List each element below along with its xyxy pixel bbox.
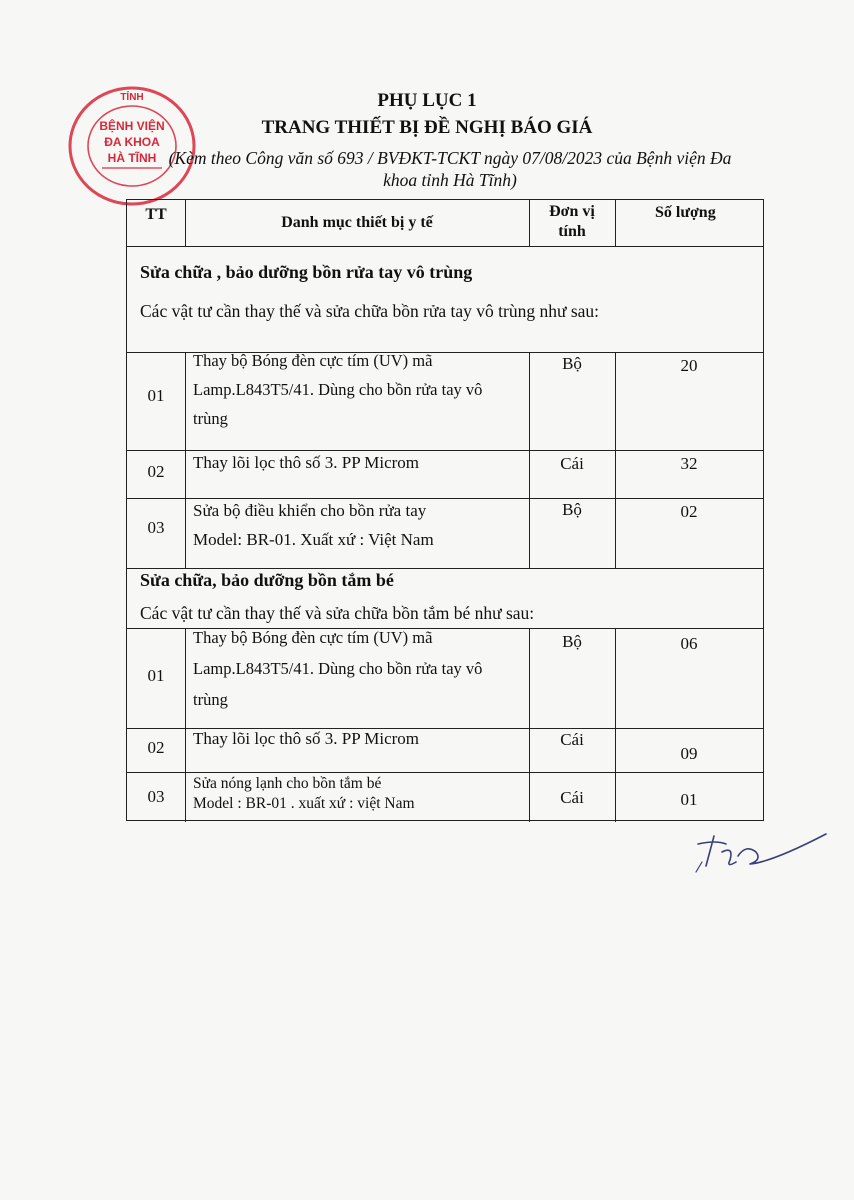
s1-row1-name	[193, 346, 482, 433]
s2-row1-line2: Lamp.L843T5/41. Dùng cho bồn rửa tay vô	[193, 659, 483, 678]
s2-row2-name: Thay lõi lọc thô số 3. PP Microm	[193, 729, 420, 748]
section2-title: Sửa chữa, bảo dưỡng bồn tắm bé	[140, 570, 394, 590]
handwritten-signature	[676, 822, 836, 882]
page-subtitle	[120, 147, 780, 191]
s2-row2-tt: 02	[147, 738, 165, 757]
s2-row3-line1: Sửa nóng lạnh cho bồn tắm bé	[193, 775, 382, 792]
s1-row1-line3: trùng	[193, 409, 228, 428]
s1-row2-name: Thay lõi lọc thô số 3. PP Microm	[193, 453, 420, 472]
s2-row1-line3: trùng	[193, 690, 228, 709]
page-title-line2: TRANG THIẾT BỊ ĐỀ NGHỊ BÁO GIÁ	[261, 117, 593, 138]
s2-row1-qty: 06	[680, 634, 698, 653]
s2-row1-unit: Bộ	[562, 632, 582, 651]
header-unit-line2: tính	[558, 223, 586, 240]
s1-row3-tt: 03	[147, 518, 165, 537]
header-tt: TT	[145, 206, 167, 223]
stamp-line3: HÀ TĨNH	[107, 151, 157, 165]
header-name: Danh mục thiết bị y tế	[281, 214, 433, 231]
s1-row3-name	[193, 496, 434, 554]
s1-row1-line1: Thay bộ Bóng đèn cực tím (UV) mã	[193, 351, 433, 370]
s2-row3-line2: Model : BR-01 . xuất xứ : việt Nam	[193, 795, 415, 812]
s2-row2-qty: 09	[680, 744, 698, 763]
header-qty: Số lượng	[655, 204, 716, 221]
s2-row2-unit: Cái	[560, 730, 584, 749]
section1-desc: Các vật tư cần thay thế và sửa chữa bồn rửa tay vô trùng như sau:	[140, 301, 600, 321]
header-unit	[529, 202, 615, 242]
s1-row3-line2: Model: BR-01. Xuất xứ : Việt Nam	[193, 530, 434, 549]
subtitle-line2: khoa tỉnh Hà Tĩnh)	[383, 170, 517, 190]
s2-row3-qty: 01	[680, 790, 698, 809]
section2-desc: Các vật tư cần thay thế và sửa chữa bồn tắm bé như sau:	[140, 603, 535, 623]
s2-row1-name	[193, 622, 482, 715]
section1-title: Sửa chữa , bảo dưỡng bồn rửa tay vô trùng	[140, 262, 473, 282]
s1-row2-unit: Cái	[560, 454, 584, 473]
stamp-line1: BỆNH VIỆN	[99, 119, 165, 133]
page-title-line1: PHỤ LỤC 1	[377, 90, 477, 111]
s1-row2-tt: 02	[147, 462, 165, 481]
s1-row1-tt: 01	[147, 386, 165, 405]
s1-row2-qty: 32	[680, 454, 698, 473]
s2-row3-tt: 03	[147, 787, 165, 806]
s1-row1-qty: 20	[680, 356, 698, 375]
equipment-table	[126, 199, 764, 821]
s2-row3-unit: Cái	[560, 788, 584, 807]
subtitle-line1: (Kèm theo Công văn số 693 / BVĐKT-TCKT ngày 07/08/2023 của Bệnh viện Đa	[168, 148, 732, 168]
s1-row3-line1: Sửa bộ điều khiển cho bồn rửa tay	[193, 501, 427, 520]
s2-row1-line1: Thay bộ Bóng đèn cực tím (UV) mã	[193, 628, 433, 647]
s1-row3-qty: 02	[680, 502, 698, 521]
s2-row3-name	[193, 774, 415, 814]
s2-row1-tt: 01	[147, 666, 165, 685]
stamp-line2: ĐA KHOA	[104, 135, 160, 149]
s1-row1-line2: Lamp.L843T5/41. Dùng cho bồn rửa tay vô	[193, 380, 483, 399]
stamp-top-text: TỈNH	[120, 92, 144, 103]
s1-row1-unit: Bộ	[562, 354, 582, 373]
header-unit-line1: Đơn vị	[549, 203, 595, 220]
s1-row3-unit: Bộ	[562, 500, 582, 519]
